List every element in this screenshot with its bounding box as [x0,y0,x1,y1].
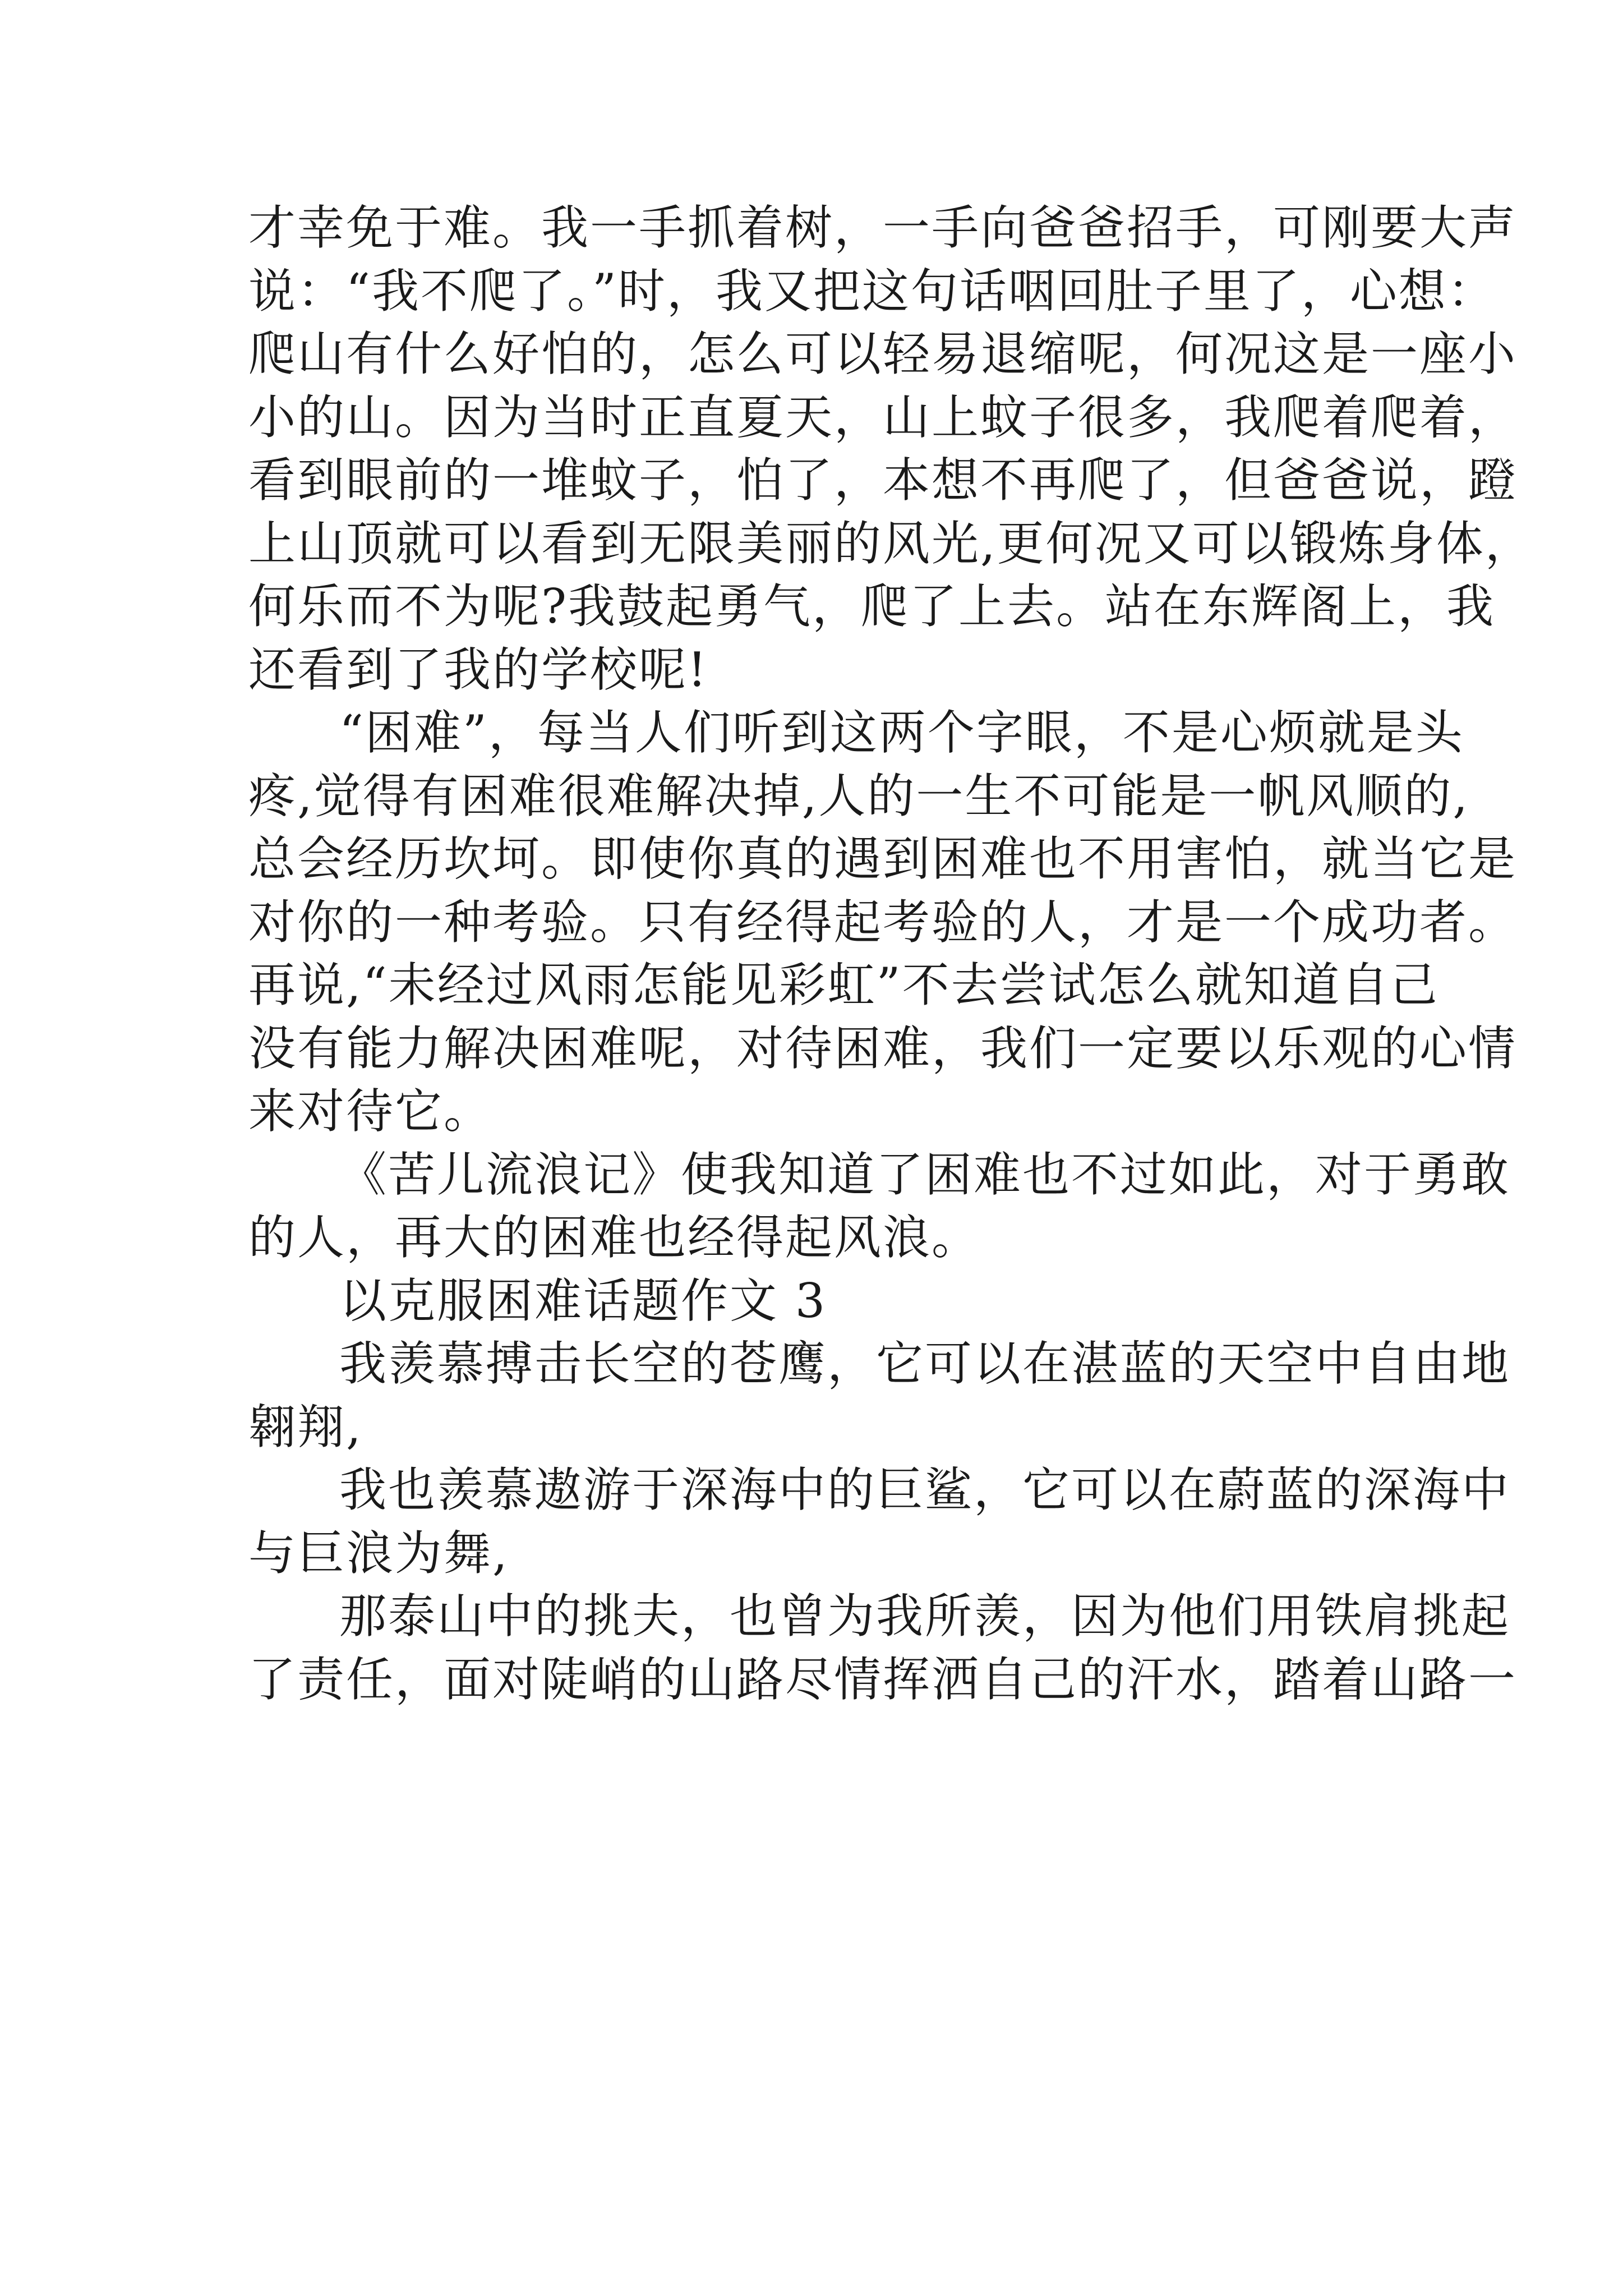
text-line: 上山顶就可以看到无限美丽的风光,更何况又可以锻炼身体， [248,516,1534,571]
text-line: 爬山有什么好怕的，怎么可以轻易退缩呢，何况这是一座小 [248,326,1518,381]
text-line: 与巨浪为舞, [248,1525,509,1581]
text-line: 看到眼前的一堆蚊子，怕了，本想不再爬了，但爸爸说，蹬 [248,453,1518,508]
text-line: 对你的一种考验。只有经得起考验的人，才是一个成功者。 [248,894,1518,950]
text-line: 小的山。因为当时正直夏天，山上蚊子很多，我爬着爬着， [248,389,1518,445]
text-line: 来对待它。 [248,1084,493,1139]
text-line: 的人，再大的困难也经得起风浪。 [248,1210,981,1265]
text-line: 翱翔, [248,1399,363,1455]
text-line: 何乐而不为呢?我鼓起勇气，爬了上去。站在东辉阁上，我 [248,579,1496,634]
text-line: 《苦儿流浪记》使我知道了困难也不过如此，对于勇敢 [339,1147,1511,1202]
text-line: 还看到了我的学校呢! [248,642,708,697]
text-line: 再说,“未经过风雨怎能见彩虹”不去尝试怎么就知道自己 [248,958,1439,1013]
text-line: 我羡慕搏击长空的苍鹰，它可以在湛蓝的天空中自由地 [339,1336,1511,1391]
text-line: 那泰山中的挑夫，也曾为我所羡，因为他们用铁肩挑起 [339,1589,1511,1644]
body-text [248,196,1534,1711]
text-line: 没有能力解决困难呢，对待困难，我们一定要以乐观的心情 [248,1020,1518,1076]
text-line: 才幸免于难。我一手抓着树，一手向爸爸招手，可刚要大声 [248,200,1518,255]
text-line: 疼,觉得有困难很难解决掉,人的一生不可能是一帆风顺的, [248,768,1470,823]
text-line: 我也羡慕遨游于深海中的巨鲨，它可以在蔚蓝的深海中 [339,1462,1511,1517]
text-line: 了责任，面对陡峭的山路尽情挥洒自己的汗水，踏着山路一 [248,1651,1518,1707]
text-line: 说：“我不爬了。”时，我又把这句话咽回肚子里了，心想： [248,263,1496,319]
text-line: 总会经历坎坷。即使你真的遇到困难也不用害怕，就当它是 [248,831,1518,886]
text-line: “困难”，每当人们听到这两个字眼，不是心烦就是头 [339,705,1464,760]
text-line: 以克服困难话题作文 3 [339,1273,827,1328]
